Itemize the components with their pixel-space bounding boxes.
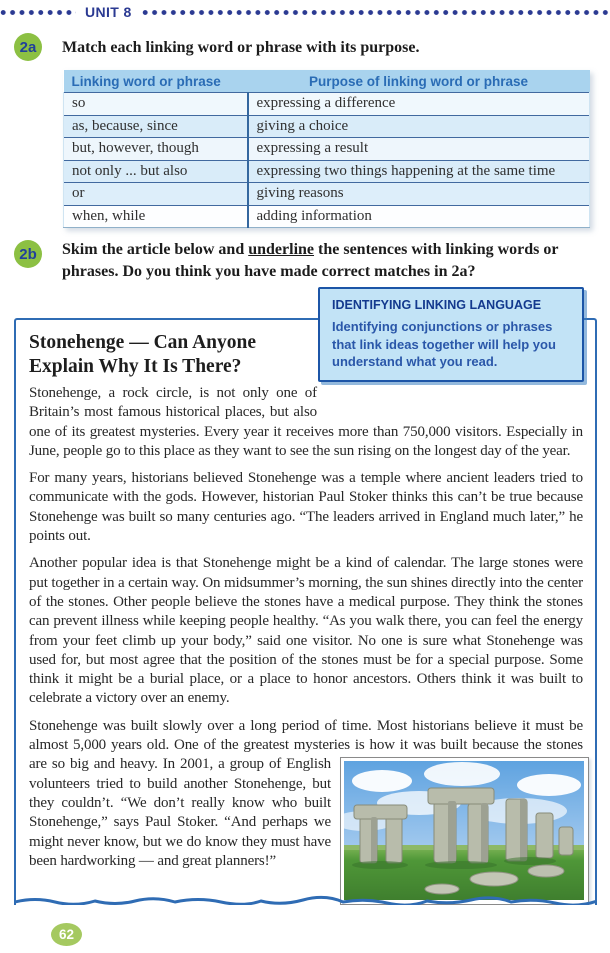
cell-word: not only ... but also: [64, 160, 248, 183]
article-paragraph-1: Stonehenge, a rock circle, is not only one of Britain’s most famous historical places, but also one of its greatest mysteries. Every year it receives more than 750,000 visitors. Especially in June, people go to this place as they want to see the sun rising on the longest day of the year.: [29, 385, 583, 459]
article-box: [14, 318, 597, 905]
dotted-rule-left: [0, 9, 76, 16]
page-number-badge: 62: [51, 923, 82, 946]
cell-word: or: [64, 183, 248, 206]
exercise-2b-instruction: [62, 239, 602, 282]
paragraph-4-text: because the stones are so big and heavy. In 2001, a group of English volunteers tried to build another Stonehenge, but they couldn’t. “We don’t really know who built Stonehenge,” says Paul Stoker. “And perhaps we might never know, but we do know they must have been hardworking — and great planners!”: [29, 737, 583, 869]
cell-purpose: giving reasons: [248, 183, 590, 206]
cell-purpose: giving a choice: [248, 115, 590, 138]
exercise-2a-instruction: Match each linking word or phrase with its purpose.: [62, 39, 420, 56]
instruction-text: the sentences with linking words or phrases. Do you think you have made correct matches in 2a?: [62, 241, 559, 280]
unit-title: UNIT 8: [85, 4, 132, 20]
tip-body: Identifying conjunctions or phrases that link ideas together will help you understand what you read.: [332, 319, 556, 369]
torn-edge-wave: [14, 894, 597, 905]
dotted-rule-right: [142, 9, 610, 16]
exercise-2a-badge: 2a: [14, 33, 42, 61]
cell-word: when, while: [64, 205, 248, 228]
underlined-word: underline: [248, 241, 315, 258]
table-header-row: [64, 70, 590, 93]
table-row: [64, 93, 590, 116]
article-paragraph-4: [29, 717, 583, 871]
strategy-tip-box: [318, 287, 584, 382]
tip-title: IDENTIFYING LINKING LANGUAGE: [332, 298, 542, 312]
cell-word: but, however, though: [64, 138, 248, 161]
unit-header: [0, 5, 610, 19]
exercise-2b-badge: 2b: [14, 240, 42, 268]
article-title: Stonehenge — Can Anyone Explain Why It Is There?: [29, 332, 256, 377]
column-header-linking-word: Linking word or phrase: [64, 70, 248, 93]
column-header-purpose: Purpose of linking word or phrase: [248, 70, 590, 93]
instruction-text: Skim the article below and: [62, 241, 249, 258]
table-row: [64, 205, 590, 228]
cell-purpose: expressing two things happening at the same time: [248, 160, 590, 183]
article-paragraph-2: For many years, historians believed Stonehenge was a temple where ancient leaders tried to communicate with the gods. However, historian Paul Stoker thinks this can’t be true because Stonehenge was built so many centuries ago. “The leaders arrived in England much later,” he points out.: [29, 470, 583, 545]
table-row: [64, 115, 590, 138]
stonehenge-photo: [340, 757, 589, 905]
table-row: [64, 160, 590, 183]
cell-purpose: adding information: [248, 205, 590, 228]
stonehenge-illustration: [344, 761, 584, 900]
article-paragraph-3: Another popular idea is that Stonehenge might be a kind of calendar. The large stones were put together in a certain way. On midsummer’s morning, the sun shines directly into the center of the stones. Other people believe the stones have a medical purpose. They think the stones can prevent illness while keeping people healthy. “As you walk there, you can feel the energy from your feet climb up your body,” said one visitor. No one is sure what Stonehenge was used for, but most agree that the position of the stones must be for a special purpose. Some think it might be a burial place, or a place to honor ancestors. Others think it was built to celebrate a victory over an enemy.: [29, 555, 583, 707]
cell-word: as, because, since: [64, 115, 248, 138]
table-row: [64, 138, 590, 161]
linking-words-table: [63, 70, 590, 228]
cell-word: so: [64, 93, 248, 116]
table-row: [64, 183, 590, 206]
paragraph-4-text: Stonehenge was built slowly over a long period of time. Most historians believe it must be almost 5,000 years old. One of the greatest mysteries is how it was built: [29, 717, 583, 754]
cell-purpose: expressing a difference: [248, 93, 590, 116]
cell-purpose: expressing a result: [248, 138, 590, 161]
